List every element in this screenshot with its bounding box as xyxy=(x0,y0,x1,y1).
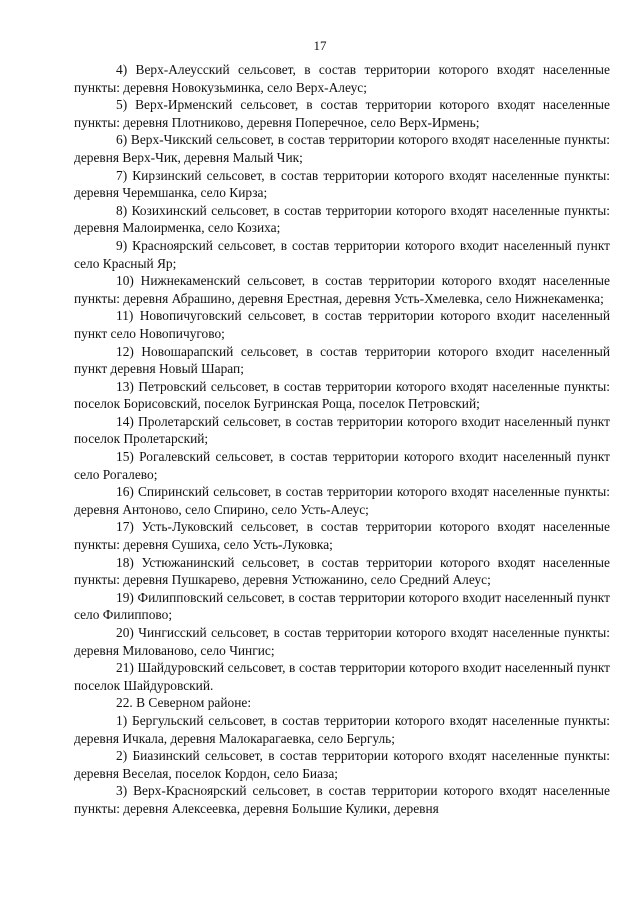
paragraph: 7) Кирзинский сельсовет, в состав территории которого входят населенные пункты: деревня Черемшанка, село Кирза; xyxy=(74,167,610,201)
section-heading: 22. В Северном районе: xyxy=(116,695,252,711)
paragraph: 10) Нижнекаменский сельсовет, в состав территории которого входят населенные пункты: деревня Абрашино, деревня Ерестная, деревня Усть-Хмелевка, село Нижнекаменка; xyxy=(74,273,610,306)
paragraph: 13) Петровский сельсовет, в состав территории которого входят населенные пункты: поселок Борисовский, поселок Бугринская Роща, поселок Петровский; xyxy=(74,378,610,412)
paragraph: 12) Новошарапский сельсовет, в состав территории которого входит населенный пункт деревня Новый Шарап; xyxy=(74,343,610,377)
paragraph: 21) Шайдуровский сельсовет, в состав территории которого входит населенный пункт поселок Шайдуровский. xyxy=(74,660,610,693)
paragraph: 5) Верх-Ирменский сельсовет, в состав территории которого входят населенные пункты: деревня Плотниково, деревня Поперечное, село Верх-Ирмень; xyxy=(74,97,610,130)
page-number: 17 xyxy=(313,38,327,53)
paragraph: 16) Спиринский сельсовет, в состав территории которого входят населенные пункты: деревня Антоново, село Спирино, село Усть-Алеус; xyxy=(74,484,610,517)
paragraph: 2) Биазинский сельсовет, в состав территории которого входят населенные пункты: деревня Веселая, поселок Кордон, село Биаза; xyxy=(74,748,610,781)
paragraph: 15) Рогалевский сельсовет, в состав территории которого входит населенный пункт село Рогалево; xyxy=(74,449,610,482)
paragraph: 14) Пролетарский сельсовет, в состав территории которого входит населенный пункт поселок Пролетарский; xyxy=(74,413,610,447)
paragraph: 17) Усть-Луковский сельсовет, в состав территории которого входят населенные пункты: деревня Сушиха, село Усть-Луковка; xyxy=(74,519,610,553)
paragraph: 1) Бергульский сельсовет, в состав территории которого входят населенные пункты: деревня Ичкала, деревня Малокарагаевка, село Бергуль; xyxy=(74,712,610,746)
paragraph: 9) Красноярский сельсовет, в состав территории которого входит населенный пункт село Красный Яр; xyxy=(74,237,610,271)
paragraph: 3) Верх-Красноярский сельсовет, в состав территории которого входят населенные пункты: деревня Алексеевка, деревня Большие Кулики, деревня xyxy=(74,783,610,816)
paragraph: 4) Верх-Алеусский сельсовет, в состав территории которого входят населенные пункты: деревня Новокузьминка, село Верх-Алеус; xyxy=(74,62,610,95)
paragraph: 18) Устюжанинский сельсовет, в состав территории которого входят населенные пункты: деревня Пушкарево, деревня Устюжанино, село Средний Алеус; xyxy=(74,554,610,588)
paragraph: 20) Чингисский сельсовет, в состав территории которого входят населенные пункты: деревня Милованово, село Чингис; xyxy=(74,625,610,658)
paragraph: 19) Филипповский сельсовет, в состав территории которого входит населенный пункт село Филиппово; xyxy=(74,589,610,623)
document-body xyxy=(74,61,610,818)
paragraph: 11) Новопичуговский сельсовет, в состав территории которого входит населенный пункт село Новопичугово; xyxy=(74,308,610,341)
paragraph: 6) Верх-Чикский сельсовет, в состав территории которого входят населенные пункты: деревня Верх-Чик, деревня Малый Чик; xyxy=(74,132,610,165)
paragraph: 8) Козихинский сельсовет, в состав территории которого входят населенные пункты: деревня Малоирменка, село Козиха; xyxy=(74,202,610,236)
